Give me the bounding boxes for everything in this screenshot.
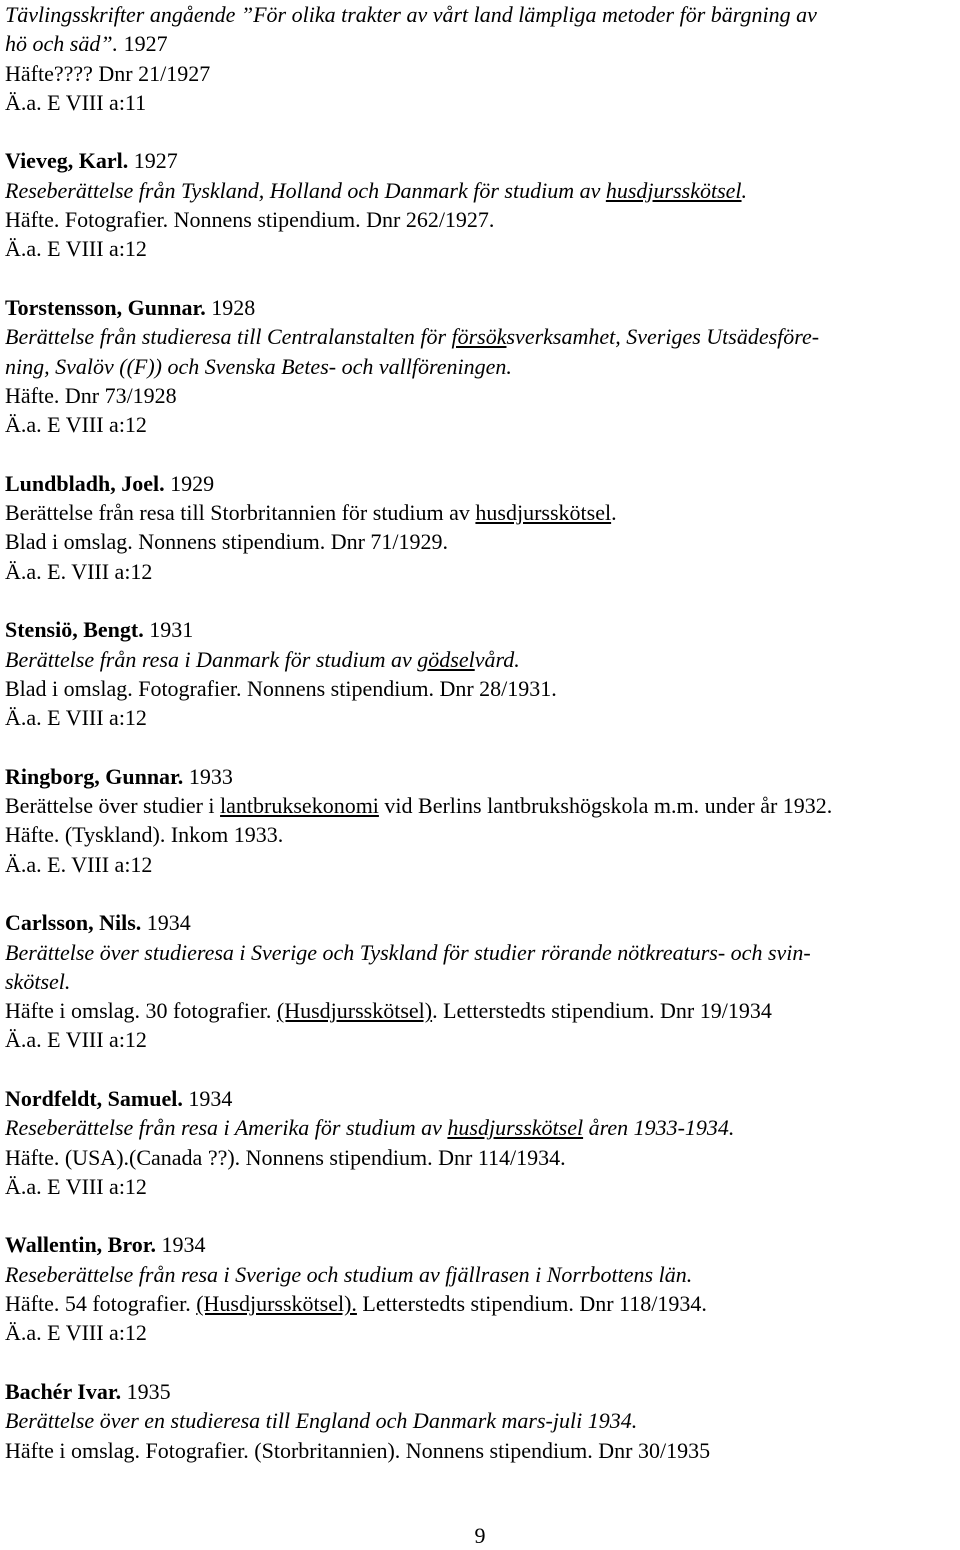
entry-heading-line	[5, 1230, 955, 1259]
entry-text-line	[5, 674, 955, 703]
entry-text-line	[5, 29, 955, 58]
entry-text-line	[5, 527, 955, 556]
text-segment: vid Berlins lantbrukshögskola m.m. under år 1932.	[378, 793, 833, 819]
text-segment: 1934	[141, 910, 191, 936]
entry-text-line	[5, 59, 955, 88]
text-segment: Reseberättelse från resa i Amerika för studium av	[5, 1115, 448, 1141]
author-name: Carlsson, Nils.	[5, 910, 142, 936]
text-segment: Tävlingsskrifter angående ”För olika trakter av vårt land lämpliga metoder för bärgning av	[5, 2, 817, 27]
author-name: Wallentin, Bror.	[5, 1232, 156, 1258]
text-segment: 1933	[183, 763, 233, 789]
entry-text-line	[5, 1436, 955, 1465]
entry-text-line	[5, 1025, 955, 1054]
text-segment: Berättelse från resa i Danmark för studium av	[5, 646, 418, 672]
catalog-entry	[5, 0, 955, 117]
text-segment: 1931	[143, 617, 194, 643]
entry-text-line	[5, 352, 955, 381]
entry-text-line	[5, 234, 955, 263]
underlined-term: husdjursskötsel	[605, 177, 742, 203]
author-name: Ringborg, Gunnar.	[5, 763, 184, 789]
entry-text-line	[5, 1260, 955, 1289]
text-segment: Blad i omslag. Fotografier. Nonnens stipendium. Dnr 28/1931.	[5, 675, 557, 701]
text-segment: Berättelse över studieresa i Sverige och Tyskland för studier rörande nötkreaturs- och svin-	[5, 939, 811, 965]
text-segment: Häfte i omslag. Fotografier. (Storbritannien). Nonnens stipendium. Dnr 30/1935	[5, 1437, 711, 1463]
entry-text-line	[5, 967, 955, 996]
text-segment: 1929	[164, 470, 215, 496]
entry-spacer	[5, 1201, 955, 1230]
underlined-term: (Husdjursskötsel)	[276, 998, 433, 1024]
underlined-term: försök	[451, 324, 507, 350]
author-name: Lundbladh, Joel.	[5, 470, 165, 496]
author-name: Torstensson, Gunnar.	[5, 294, 206, 320]
text-segment: 1927	[128, 148, 178, 174]
entry-text-line	[5, 996, 955, 1025]
entry-text-line	[5, 1406, 955, 1435]
entry-spacer	[5, 586, 955, 615]
entry-heading-line	[5, 293, 955, 322]
entry-spacer	[5, 732, 955, 761]
entry-text-line	[5, 1143, 955, 1172]
text-segment: 1928	[205, 294, 256, 320]
entry-heading-line	[5, 1084, 955, 1113]
entry-text-line	[5, 88, 955, 117]
text-segment: hö och säd”.	[5, 31, 119, 57]
entry-heading-line	[5, 762, 955, 791]
underlined-term: lantbruksekonomi	[220, 793, 379, 819]
page-number: 9	[474, 1523, 486, 1548]
entry-heading-line	[5, 1377, 955, 1406]
catalog-entry	[5, 615, 955, 732]
entry-heading-line	[5, 469, 955, 498]
text-segment: Blad i omslag. Nonnens stipendium. Dnr 71/1929.	[5, 529, 449, 555]
text-segment: Ä.a. E VIII a:12	[5, 412, 147, 438]
catalog-entry	[5, 908, 955, 1054]
entry-text-line	[5, 322, 955, 351]
text-segment: .	[611, 500, 617, 526]
text-segment: . Letterstedts stipendium. Dnr 19/1934	[432, 998, 772, 1024]
entry-spacer	[5, 439, 955, 468]
text-segment: .	[741, 177, 748, 203]
text-segment: Berättelse över studier i	[5, 793, 221, 819]
entry-text-line	[5, 820, 955, 849]
text-segment: Ä.a. E VIII a:12	[5, 1027, 147, 1053]
entry-text-line	[5, 498, 955, 527]
text-segment: Reseberättelse från Tyskland, Holland och Danmark för studium av	[5, 177, 606, 203]
document-body	[5, 0, 955, 1465]
entry-spacer	[5, 1055, 955, 1084]
underlined-term: husdjursskötsel	[447, 1115, 584, 1141]
entry-spacer	[5, 264, 955, 293]
text-segment: Häfte i omslag. 30 fotografier.	[5, 998, 277, 1024]
text-segment: Ä.a. E VIII a:11	[5, 89, 147, 115]
author-name: Vieveg, Karl.	[5, 148, 129, 174]
text-segment: Letterstedts stipendium. Dnr 118/1934.	[356, 1291, 707, 1317]
catalog-entry	[5, 1230, 955, 1347]
text-segment: vård.	[474, 646, 520, 672]
text-segment: Ä.a. E VIII a:12	[5, 705, 147, 731]
text-segment: Ä.a. E VIII a:12	[5, 1173, 147, 1199]
author-name: Bachér Ivar.	[5, 1378, 122, 1404]
entry-text-line	[5, 1172, 955, 1201]
text-segment: Häfte. (USA).(Canada ??). Nonnens stipendium. Dnr 114/1934.	[5, 1144, 566, 1170]
entry-text-line	[5, 850, 955, 879]
text-segment: skötsel.	[5, 968, 71, 994]
text-segment: Häfte. Fotografier. Nonnens stipendium. Dnr 262/1927.	[5, 207, 495, 233]
author-name: Nordfeldt, Samuel.	[5, 1085, 183, 1111]
catalog-entry	[5, 293, 955, 439]
text-segment: Berättelse från studieresa till Centralanstalten för	[5, 324, 452, 350]
entry-heading-line	[5, 146, 955, 175]
entry-text-line	[5, 410, 955, 439]
catalog-entry	[5, 762, 955, 879]
entry-text-line	[5, 791, 955, 820]
text-segment: 1934	[155, 1232, 206, 1258]
author-name: Stensiö, Bengt.	[5, 617, 144, 643]
entry-text-line	[5, 557, 955, 586]
entry-text-line	[5, 1113, 955, 1142]
text-segment: 1935	[121, 1378, 171, 1404]
entry-text-line	[5, 205, 955, 234]
entry-text-line	[5, 176, 955, 205]
text-segment: sverksamhet, Sveriges Utsädesföre-	[506, 324, 820, 350]
text-segment: Ä.a. E. VIII a:12	[5, 558, 153, 584]
catalog-entry	[5, 1377, 955, 1465]
entry-spacer	[5, 1348, 955, 1377]
text-segment: Ä.a. E VIII a:12	[5, 236, 147, 262]
entry-text-line	[5, 1318, 955, 1347]
catalog-entry	[5, 469, 955, 586]
underlined-term: husdjursskötsel	[475, 500, 612, 526]
entry-spacer	[5, 117, 955, 146]
entry-text-line	[5, 645, 955, 674]
text-segment: 1934	[182, 1085, 233, 1111]
entry-spacer	[5, 879, 955, 908]
entry-heading-line	[5, 0, 955, 29]
underlined-term: (Husdjursskötsel).	[196, 1291, 357, 1317]
text-segment: Häfte. (Tyskland). Inkom 1933.	[5, 822, 284, 848]
entry-text-line	[5, 1289, 955, 1318]
underlined-term: gödsel	[417, 646, 475, 672]
catalog-entry	[5, 146, 955, 263]
text-segment: Reseberättelse från resa i Sverige och studium av fjällrasen i Norrbottens län.	[5, 1261, 693, 1287]
text-segment: Berättelse över en studieresa till England och Danmark mars-juli 1934.	[5, 1408, 638, 1434]
entry-heading-line	[5, 908, 955, 937]
text-segment: Häfte. 54 fotografier.	[5, 1291, 197, 1317]
catalog-entry	[5, 1084, 955, 1201]
text-segment: Berättelse från resa till Storbritannien för studium av	[5, 500, 476, 526]
entry-text-line	[5, 703, 955, 732]
text-segment: Ä.a. E. VIII a:12	[5, 851, 153, 877]
text-segment: åren 1933-1934.	[583, 1115, 735, 1141]
text-segment: Häfte???? Dnr 21/1927	[5, 60, 211, 86]
entry-text-line	[5, 938, 955, 967]
entry-text-line	[5, 381, 955, 410]
text-segment: 1927	[118, 31, 168, 57]
text-segment: Häfte. Dnr 73/1928	[5, 382, 177, 408]
entry-heading-line	[5, 615, 955, 644]
text-segment: ning, Svalöv ((F)) och Svenska Betes- och vallföreningen.	[5, 353, 512, 379]
text-segment: Ä.a. E VIII a:12	[5, 1320, 147, 1346]
